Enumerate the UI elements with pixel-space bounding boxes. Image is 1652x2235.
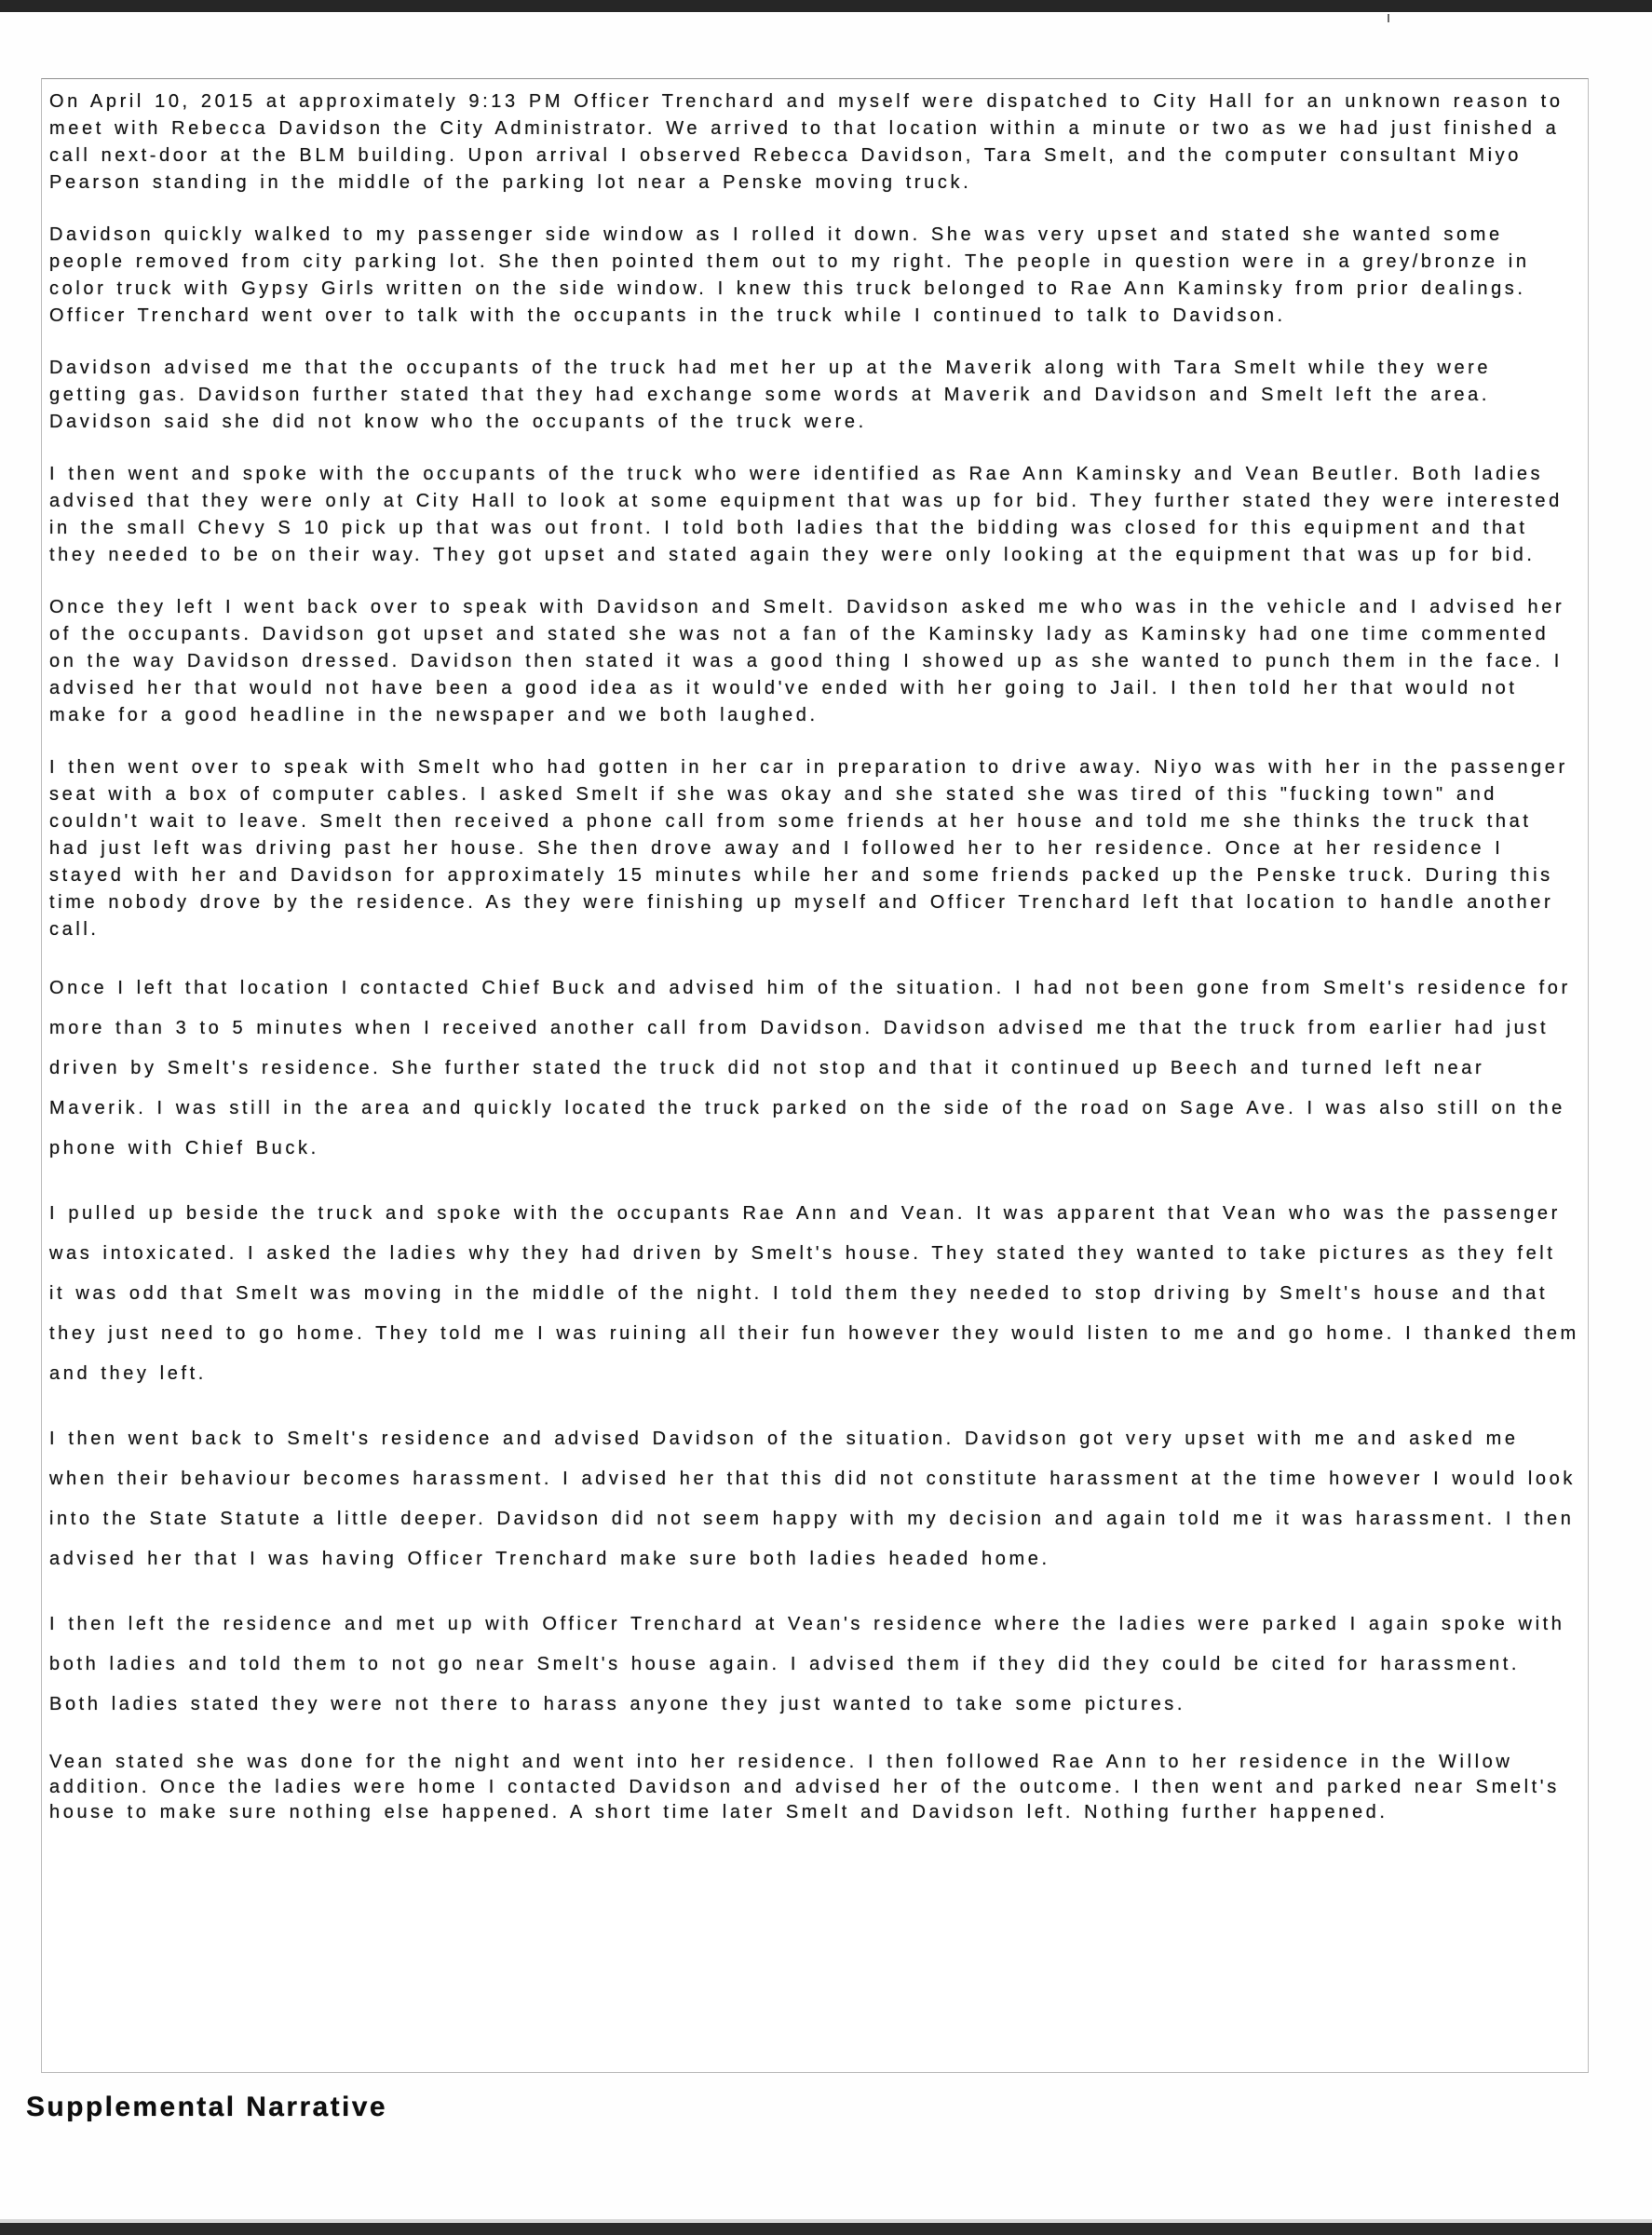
narrative-paragraph: I then went back to Smelt's residence and advised Davidson of the situation. Davidson got very upset with me and asked me when their behaviour becomes harassment. I advised her that this did not constitute harassment at the time however I would look into the State Statute a little deeper. Davidson did not seem happy with my decision and again told me it was harassment. I then advised her that I was having Officer Trenchard make sure both ladies headed home. [49, 1429, 1576, 1569]
narrative-paragraph: I then went over to speak with Smelt who had gotten in her car in preparation to drive away. Niyo was with her in the passenger seat with a box of computer cables. I asked Smelt if she was okay and she stated she was tired of this "fucking town" and couldn't wait to leave. Smelt then received a phone call from some friends at her house and told me she thinks the truck that had just left was driving past her house. She then drove away and I followed her to her residence. Once at her residence I stayed with her and Davidson for approximately 15 minutes while her and some friends packed up the Penske truck. During this time nobody drove by the residence. As they were finishing up myself and Officer Trenchard left that location to handle another call. [49, 757, 1568, 940]
narrative-paragraph: Davidson quickly walked to my passenger side window as I rolled it down. She was very upset and stated she wanted some people removed from city parking lot. She then pointed them out to my right. The people in question were in a grey/bronze in color truck with Gypsy Girls written on the side window. I knew this truck belonged to Rae Ann Kaminsky from prior dealings. Officer Trenchard went over to talk with the occupants in the truck while I continued to talk to Davidson. [49, 224, 1530, 326]
narrative-paragraph: Once they left I went back over to speak with Davidson and Smelt. Davidson asked me who was in the vehicle and I advised her of the occupants. Davidson got upset and stated she was not a fan of the Kaminsky lady as Kaminsky had one time commented on the way Davidson dressed. Davidson then stated it was a good thing I showed up as she wanted to punch them in the face. I advised her that would not have been a good idea as it would've ended with her going to Jail. I then told her that would not make for a good headline in the newspaper and we both laughed. [49, 597, 1565, 725]
scan-artifact-tick [1388, 14, 1389, 22]
narrative-paragraph: I then went and spoke with the occupants of the truck who were identified as Rae Ann Kaminsky and Vean Beutler. Both ladies advised that they were only at City Hall to look at some equipment that was up for bid. They further stated they were interested in the small Chevy S 10 pick up that was out front. I told both ladies that the bidding was closed for this equipment and that they needed to be on their way. They got upset and stated again they were only looking at the equipment that was up for bid. [49, 464, 1563, 565]
narrative-paragraph: I then left the residence and met up with Officer Trenchard at Vean's residence where the ladies were parked I again spoke with both ladies and told them to not go near Smelt's house again. I advised them if they did they could be cited for harassment. Both ladies stated they were not there to harass anyone they just wanted to take some pictures. [49, 1614, 1565, 1714]
narrative-paragraph: Once I left that location I contacted Chief Buck and advised him of the situation. I had not been gone from Smelt's residence for more than 3 to 5 minutes when I received another call from Davidson. Davidson advised me that the truck from earlier had just driven by Smelt's residence. She further stated the truck did not stop and that it continued up Beech and turned left near Maverik. I was still in the area and quickly located the truck parked on the side of the road on Sage Ave. I was also still on the phone with Chief Buck. [49, 978, 1571, 1158]
narrative-paragraph: On April 10, 2015 at approximately 9:13 PM Officer Trenchard and myself were dispatched to City Hall for an unknown reason to meet with Rebecca Davidson the City Administrator. We arrived to that location within a minute or two as we had just finished a call next-door at the BLM building. Upon arrival I observed Rebecca Davidson, Tara Smelt, and the computer consultant Miyo Pearson standing in the middle of the parking lot near a Penske moving truck. [49, 91, 1564, 193]
narrative-paragraph: I pulled up beside the truck and spoke with the occupants Rae Ann and Vean. It was apparent that Vean who was the passenger was intoxicated. I asked the ladies why they had driven by Smelt's house. They stated they wanted to take pictures as they felt it was odd that Smelt was moving in the middle of the night. I told them they needed to stop driving by Smelt's house and that they just need to go home. They told me I was ruining all their fun however they would listen to me and go home. I thanked them and they left. [49, 1203, 1579, 1384]
narrative-text [49, 88, 1580, 1825]
narrative-paragraph: Vean stated she was done for the night and went into her residence. I then followed Rae Ann to her residence in the Willow addition. Once the ladies were home I contacted Davidson and advised her of the outcome. I then went and parked near Smelt's house to make sure nothing else happened. A short time later Smelt and Davidson left. Nothing further happened. [49, 1752, 1560, 1822]
narrative-text-box [41, 78, 1589, 2073]
narrative-paragraph: Davidson advised me that the occupants of the truck had met her up at the Maverik along with Tara Smelt while they were getting gas. Davidson further stated that they had exchange some words at Maverik and Davidson and Smelt left the area. Davidson said she did not know who the occupants of the truck were. [49, 358, 1492, 432]
supplemental-narrative-heading: Supplemental Narrative [26, 2092, 387, 2122]
scan-edge-bar-top [0, 0, 1652, 12]
scan-edge-bar-bottom [0, 2223, 1652, 2235]
